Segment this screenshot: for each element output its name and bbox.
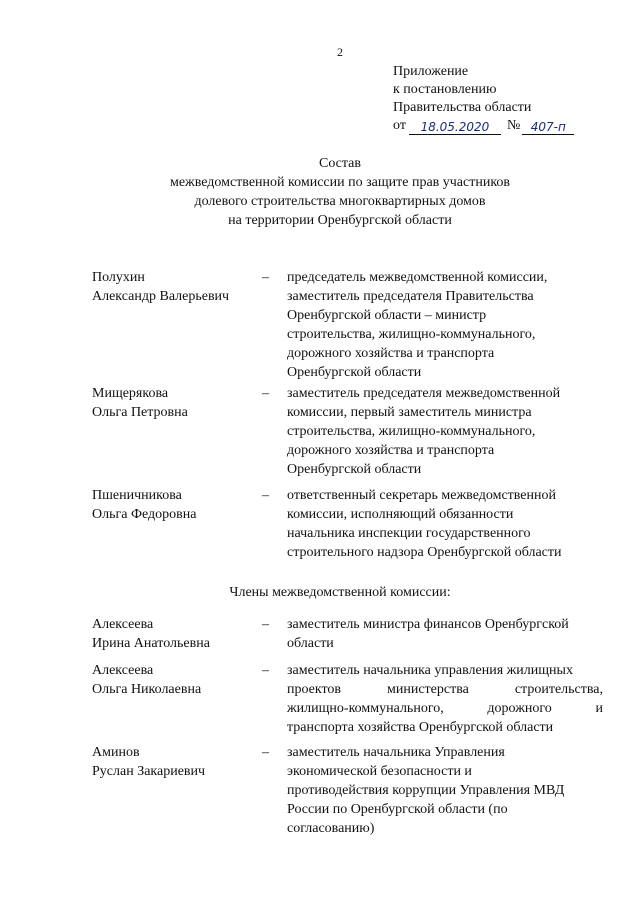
appendix-line: к постановлению [393,82,497,97]
member-name [92,743,262,781]
date-prefix: от [393,118,406,133]
role-line: противодействия коррупции Управления МВД [287,783,565,798]
member-name [92,486,262,524]
member-name [92,661,262,699]
role-line: заместитель председателя межведомственной [287,386,561,401]
role-line: согласованию) [287,821,375,836]
role-line: Оренбургской области – министр [287,308,487,323]
role-line: строительства, жилищно-коммунального, [287,327,536,342]
role-line: заместитель председателя Правительства [287,289,534,304]
member-role [287,615,603,653]
number-label: № [506,118,521,133]
role-line: экономической безопасности и [287,764,472,779]
title-line: на территории Оренбургской области [228,213,452,228]
role-line: председатель межведомственной комиссии, [287,270,548,285]
role-line: дорожного хозяйства и транспорта [287,443,495,458]
dash-separator: – [262,386,269,401]
member-surname: Мищерякова [92,386,169,401]
role-line: Оренбургской области [287,365,422,380]
member-surname: Алексеева [92,617,154,632]
member-role [287,268,603,382]
role-line: России по Оренбургской области (по [287,802,508,817]
role-line: строительства, жилищно-коммунального, [287,424,536,439]
member-given-name: Ольга Петровна [92,405,188,420]
members-heading: Члены межведомственной комиссии: [229,585,451,600]
handwritten-date: 18.05.2020 [409,120,501,135]
title-line: межведомственной комиссии по защите прав участников [169,175,511,190]
member-role [287,384,603,479]
member-given-name: Ирина Анатольевна [92,636,210,651]
appendix-line: Приложение [393,64,469,79]
member-given-name: Александр Валерьевич [92,289,230,304]
role-line: проектов министерства строительства, [287,682,603,697]
role-line: заместитель министра финансов Оренбургской [287,617,569,632]
appendix-line: Правительства области [393,100,532,115]
role-line: области [287,636,334,651]
dash-separator: – [262,488,269,503]
member-given-name: Ольга Николаевна [92,682,202,697]
document-title [0,154,640,230]
member-surname: Пшеничникова [92,488,182,503]
member-role [287,661,603,737]
role-line: начальника инспекции государственного [287,526,531,541]
role-line: строительного надзора Оренбургской области [287,545,562,560]
role-line: транспорта хозяйства Оренбургской области [287,720,554,735]
role-line: Оренбургской области [287,462,422,477]
member-given-name: Ольга Федоровна [92,507,197,522]
member-name [92,268,262,306]
member-role [287,486,603,562]
member-surname: Полухин [92,270,145,285]
role-line: жилищно-коммунального, дорожного и [287,701,603,716]
title-line: долевого строительства многоквартирных домов [194,194,486,209]
dash-separator: – [262,663,269,678]
title-line: Состав [318,156,361,171]
role-line: заместитель начальника управления жилищных [287,663,573,678]
role-line: ответственный секретарь межведомственной [287,488,556,503]
appendix-header [393,63,623,135]
page-number: 2 [337,45,343,59]
role-line: комиссии, исполняющий обязанности [287,507,514,522]
role-line: дорожного хозяйства и транспорта [287,346,495,361]
role-line: заместитель начальника Управления [287,745,505,760]
handwritten-number: 407-п [522,120,574,135]
role-line: комиссии, первый заместитель министра [287,405,532,420]
dash-separator: – [262,745,269,760]
dash-separator: – [262,617,269,632]
member-surname: Аминов [92,745,140,760]
dash-separator: – [262,270,269,285]
member-given-name: Руслан Закариевич [92,764,206,779]
resolution-date-line [393,117,623,135]
member-role [287,743,603,838]
member-surname: Алексеева [92,663,154,678]
member-name [92,384,262,422]
member-name [92,615,262,653]
